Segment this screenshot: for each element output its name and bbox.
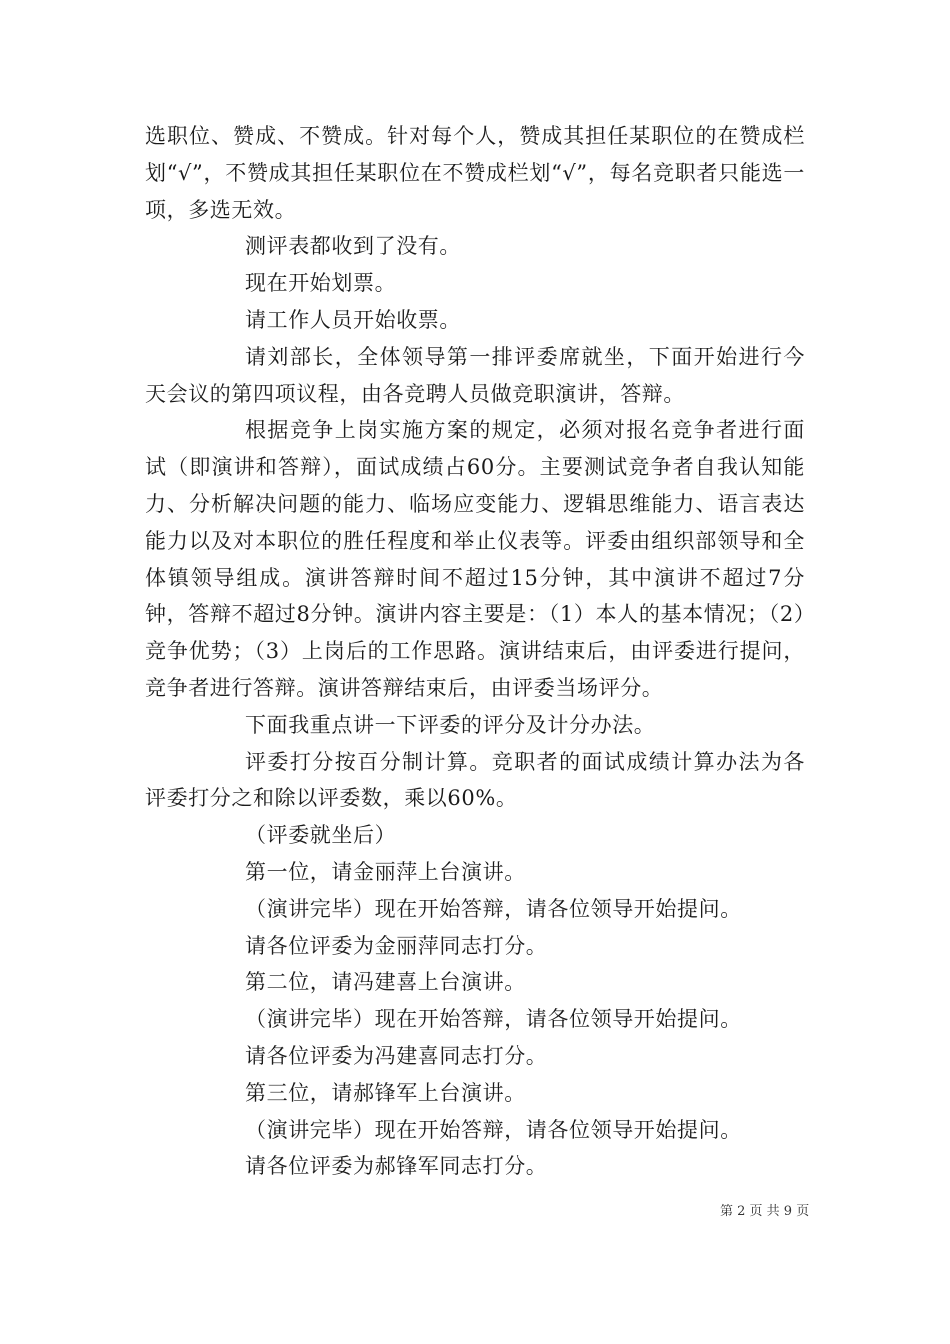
paragraph: 根据竞争上岗实施方案的规定，必须对报名竞争者进行面试（即演讲和答辩），面试成绩占60分。主要测试竞争者自我认知能力、分析解决问题的能力、临场应变能力、逻辑思维能力、语言表达能力以及对本职位的胜任程度和举止仪表等。评委由组织部领导和全体镇领导组成。演讲答辩时间不超过15分钟，其中演讲不超过7分钟，答辩不超过8分钟。演讲内容主要是：（1）本人的基本情况；（2）竞争优势；（3）上岗后的工作思路。演讲结束后，由评委进行提问，竞争者进行答辩。演讲答辩结束后，由评委当场评分。 — [145, 418, 805, 700]
paragraph: 选职位、赞成、不赞成。针对每个人，赞成其担任某职位的在赞成栏划“√”，不赞成其担任某职位在不赞成栏划“√”，每名竞职者只能选一项，多选无效。 — [145, 124, 805, 222]
paragraph: 评委打分按百分制计算。竞职者的面试成绩计算办法为各评委打分之和除以评委数，乘以60%。 — [145, 749, 805, 811]
paragraph: 第一位，请金丽萍上台演讲。 — [245, 859, 526, 884]
paragraph: （演讲完毕）现在开始答辩，请各位领导开始提问。 — [245, 896, 742, 921]
paragraph: 请刘部长，全体领导第一排评委席就坐，下面开始进行今天会议的第四项议程，由各竞聘人员做竞职演讲，答辩。 — [145, 344, 805, 406]
paragraph: 请各位评委为郝锋军同志打分。 — [245, 1154, 548, 1179]
document-body — [145, 118, 805, 1185]
paragraph: 第二位，请冯建喜上台演讲。 — [245, 970, 526, 995]
paragraph: 现在开始划票。 — [245, 271, 397, 296]
paragraph: 第三位，请郝锋军上台演讲。 — [245, 1080, 526, 1105]
paragraph: （演讲完毕）现在开始答辩，请各位领导开始提问。 — [245, 1007, 742, 1032]
paragraph: （评委就坐后） — [245, 823, 397, 848]
paragraph: （演讲完毕）现在开始答辩，请各位领导开始提问。 — [245, 1117, 742, 1142]
paragraph: 请工作人员开始收票。 — [245, 307, 461, 332]
paragraph: 请各位评委为金丽萍同志打分。 — [245, 933, 548, 958]
paragraph: 下面我重点讲一下评委的评分及计分办法。 — [245, 712, 656, 737]
page-number-footer: 第 2 页 共 9 页 — [720, 1204, 810, 1219]
paragraph: 测评表都收到了没有。 — [245, 234, 461, 259]
paragraph: 请各位评委为冯建喜同志打分。 — [245, 1043, 548, 1068]
